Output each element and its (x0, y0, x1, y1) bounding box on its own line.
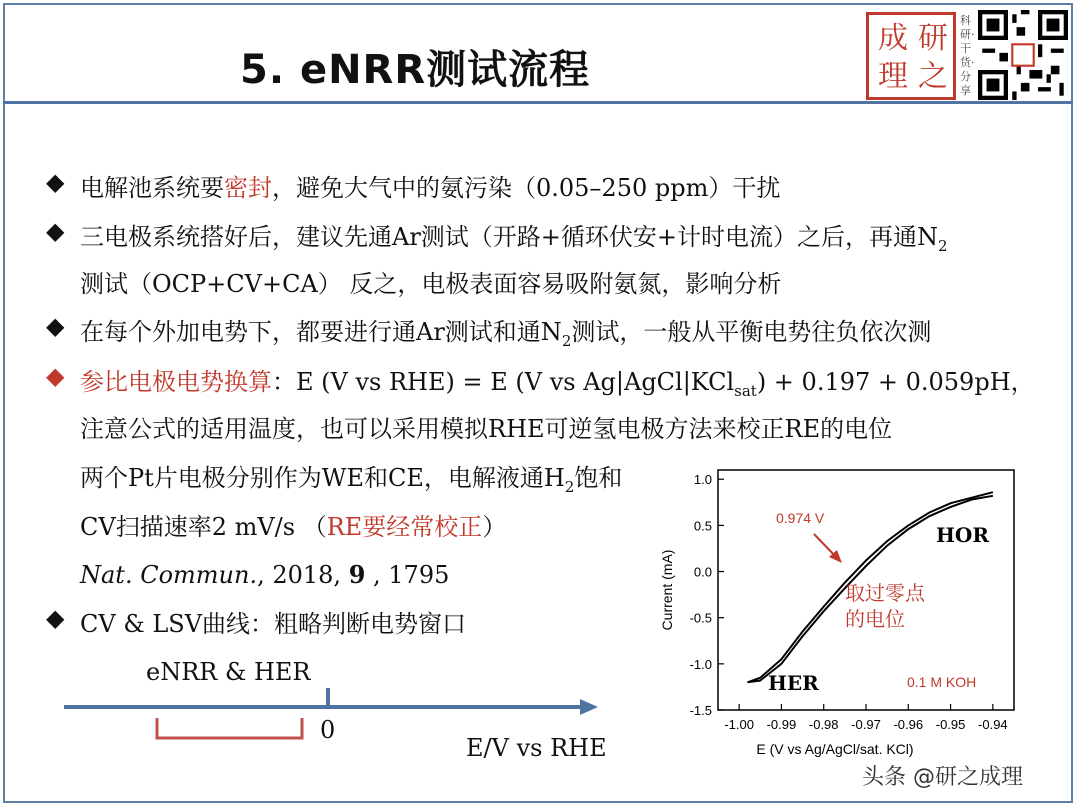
electrolyte-label: 0.1 M KOH (907, 674, 977, 690)
x-tick-label: -0.95 (935, 717, 966, 732)
bullet-1-text: 电解池系统要密封，避免大气中的氨污染（0.05–250 ppm）干扰 (80, 174, 781, 202)
region-label: eNRR & HER (146, 658, 311, 686)
title-divider (3, 101, 1073, 104)
bullet-4-line2: 注意公式的适用温度，也可以采用模拟RHE可逆氢电极方法来校正RE的电位 (80, 415, 893, 443)
bullet-5-text: CV & LSV曲线：粗略判断电势窗口 (80, 610, 467, 638)
axis-title: E/V vs RHE (466, 734, 607, 762)
x-axis-label: E (V vs Ag/AgCl/sat. KCl) (756, 741, 914, 757)
logo-char: 之 (918, 59, 948, 94)
bullet-diamond-icon: ◆ (46, 362, 65, 390)
bullet-diamond-icon: ◆ (46, 604, 65, 632)
y-tick-label: 0.5 (693, 518, 712, 534)
y-axis-label: Current (mA) (659, 549, 675, 631)
bullet-2-line1: 三电极系统搭好后，建议先通Ar测试（开路+循环伏安+计时电流）之后，再通$N_2$ (80, 223, 948, 255)
x-tick-label: -0.98 (808, 717, 839, 732)
y-tick-label: -0.5 (689, 610, 712, 626)
logo-tagline: 科研·干货·分享 (960, 14, 975, 97)
hor-label: HOR (936, 523, 989, 547)
bullet-diamond-icon: ◆ (46, 217, 65, 245)
y-tick-label: -1.5 (689, 703, 712, 718)
bullet-2-line2: 测试（OCP+CV+CA） 反之，电极表面容易吸附氨氮，影响分析 (80, 270, 782, 298)
region-bracket (157, 718, 302, 738)
y-tick-label: 0.0 (693, 564, 712, 580)
bullet-4-line4: CV扫描速率2 mV/s （RE要经常校正） (80, 513, 507, 541)
crossing-label-line1: 取过零点 (845, 581, 925, 605)
voltage-annotation: 0.974 V (776, 510, 825, 526)
y-tick-label: 1.0 (693, 472, 712, 488)
slide-title: 5. eNRR测试流程 (240, 47, 591, 93)
x-tick-label: -0.96 (893, 717, 924, 732)
x-tick-label: -0.99 (766, 717, 797, 732)
y-tick-label: -1.0 (689, 656, 712, 672)
x-tick-label: -1.00 (724, 717, 754, 732)
reference: Nat. Commun., 2018, 9 , 1795 (80, 560, 450, 589)
bullet-3-text: 在每个外加电势下，都要进行通Ar测试和通$N_2$测试，一般从平衡电势往负依次测 (80, 318, 932, 350)
x-tick-label: -0.97 (851, 717, 881, 732)
her-label: HER (768, 671, 819, 695)
bullet-diamond-icon: ◆ (46, 312, 65, 340)
axis-arrow-icon (580, 699, 598, 715)
bullet-4-line3: 两个Pt片电极分别作为WE和CE，电解液通$H_2$饱和 (80, 464, 623, 496)
cv-chart (652, 462, 1024, 760)
crossing-label-line2: 的电位 (845, 607, 905, 631)
footer-watermark: 头条 @研之成理 (862, 765, 1023, 790)
bullet-diamond-icon: ◆ (46, 168, 65, 196)
qr-code-icon (978, 10, 1068, 100)
x-tick-label: -0.94 (978, 717, 1008, 732)
bullet-4-line1: 参比电极电势换算：E (V vs RHE) = E (V vs Ag|AgCl|KCl$_{sat}$) + 0.197 + 0.059pH， (80, 368, 1035, 400)
logo-char: 成 (878, 21, 908, 56)
logo-seal (866, 12, 956, 100)
zero-label: 0 (320, 716, 336, 744)
logo-char: 研 (918, 21, 948, 56)
logo-char: 理 (878, 59, 908, 94)
